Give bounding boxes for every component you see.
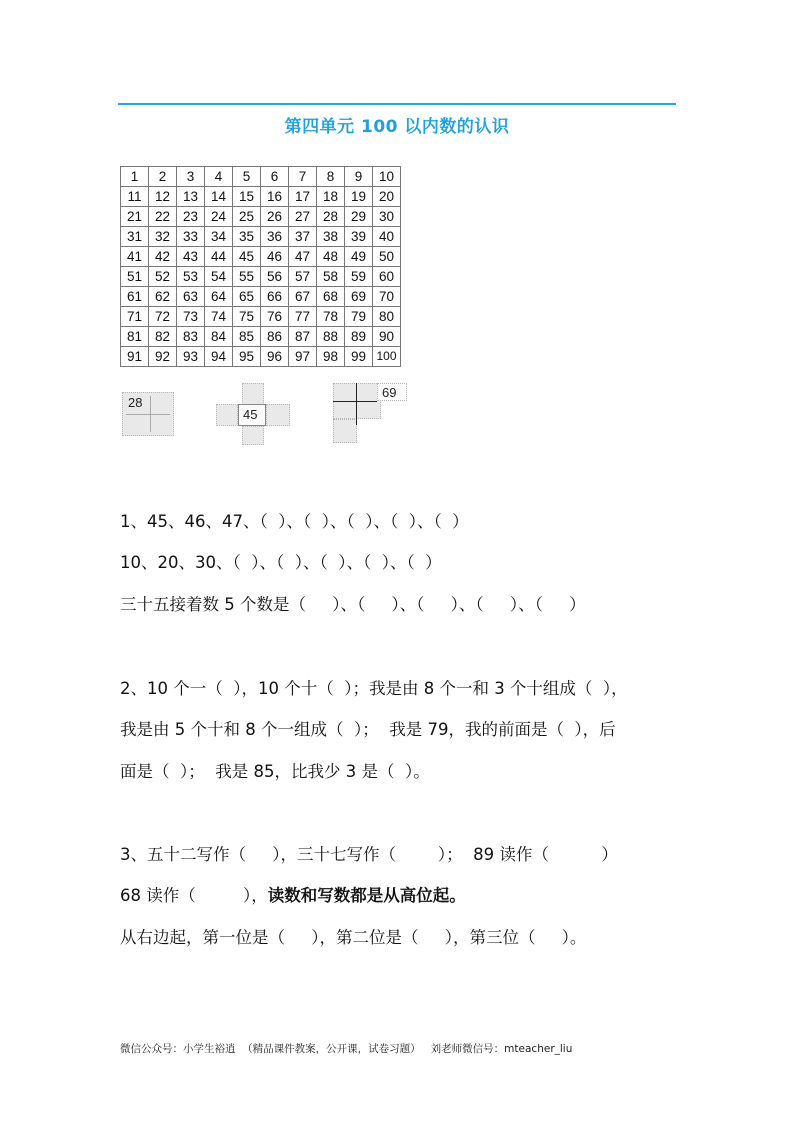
grid-cell: 57 <box>289 267 317 287</box>
grid-cell: 66 <box>261 287 289 307</box>
grid-cell: 85 <box>233 327 261 347</box>
grid-cell: 41 <box>121 247 149 267</box>
grid-cell: 31 <box>121 227 149 247</box>
grid-cell: 55 <box>233 267 261 287</box>
puzzle-figure-69 <box>333 383 409 443</box>
grid-row <box>121 207 401 227</box>
grid-cell: 87 <box>289 327 317 347</box>
grid-cell: 25 <box>233 207 261 227</box>
grid-cell: 92 <box>149 347 177 367</box>
grid-cell: 1 <box>121 167 149 187</box>
grid-row <box>121 247 401 267</box>
grid-cell: 33 <box>177 227 205 247</box>
grid-cell: 61 <box>121 287 149 307</box>
q1-line-3: 三十五接着数 5 个数是（ ）、（ ）、（ ）、（ ）、（ ） <box>120 595 586 614</box>
grid-cell: 96 <box>261 347 289 367</box>
grid-cell: 56 <box>261 267 289 287</box>
grid-cell: 82 <box>149 327 177 347</box>
grid-cell: 95 <box>233 347 261 367</box>
hundred-chart <box>120 166 401 367</box>
puzzle-figure-45 <box>216 383 292 445</box>
figure-number: 28 <box>128 395 143 410</box>
grid-cell: 28 <box>317 207 345 227</box>
page-title: 第四单元 100 以内数的认识 <box>284 117 510 137</box>
grid-cell: 63 <box>177 287 205 307</box>
grid-cell: 77 <box>289 307 317 327</box>
grid-cell: 21 <box>121 207 149 227</box>
grid-cell: 22 <box>149 207 177 227</box>
q3-bold-note: 读数和写数都是从高位起。 <box>267 886 466 905</box>
grid-cell: 5 <box>233 167 261 187</box>
grid-cell: 44 <box>205 247 233 267</box>
grid-cell: 94 <box>205 347 233 367</box>
q1-line-2: 10、20、30、（ ）、（ ）、（ ）、（ ）、（ ） <box>120 553 442 572</box>
grid-cell: 34 <box>205 227 233 247</box>
grid-cell: 45 <box>233 247 261 267</box>
grid-cell: 39 <box>345 227 373 247</box>
grid-row <box>121 287 401 307</box>
grid-cell: 10 <box>373 167 401 187</box>
grid-cell: 83 <box>177 327 205 347</box>
grid-cell: 72 <box>149 307 177 327</box>
grid-cell: 12 <box>149 187 177 207</box>
grid-cell: 58 <box>317 267 345 287</box>
q3-line-2-text: 68 读作（ ）， <box>120 886 268 905</box>
grid-cell: 16 <box>261 187 289 207</box>
grid-cell: 7 <box>289 167 317 187</box>
grid-cell: 98 <box>317 347 345 367</box>
grid-cell: 14 <box>205 187 233 207</box>
grid-cell: 76 <box>261 307 289 327</box>
grid-cell: 67 <box>289 287 317 307</box>
grid-cell: 30 <box>373 207 401 227</box>
footer-note: 微信公众号：小学生裕逍 （精品课件教案，公开课，试卷习题） 刘老师微信号：mteacher_liu <box>120 1043 573 1055</box>
grid-cell: 84 <box>205 327 233 347</box>
grid-cell: 23 <box>177 207 205 227</box>
q3-line-2 <box>120 882 466 906</box>
grid-cell: 20 <box>373 187 401 207</box>
grid-cell: 8 <box>317 167 345 187</box>
q1-line-1: 1、45、46、47、（ ）、（ ）、（ ）、（ ）、（ ） <box>120 512 469 531</box>
grid-cell: 49 <box>345 247 373 267</box>
grid-cell: 13 <box>177 187 205 207</box>
grid-cell: 9 <box>345 167 373 187</box>
grid-cell: 48 <box>317 247 345 267</box>
grid-cell: 91 <box>121 347 149 367</box>
grid-cell: 17 <box>289 187 317 207</box>
grid-cell: 60 <box>373 267 401 287</box>
grid-cell: 36 <box>261 227 289 247</box>
grid-cell: 59 <box>345 267 373 287</box>
q2-line-3: 面是（ ）； 我是 85，比我少 3 是（ ）。 <box>120 762 430 781</box>
grid-cell: 4 <box>205 167 233 187</box>
grid-cell: 64 <box>205 287 233 307</box>
grid-cell: 70 <box>373 287 401 307</box>
q3-line-3: 从右边起，第一位是（ ），第二位是（ ），第三位（ ）。 <box>120 928 587 947</box>
grid-cell: 78 <box>317 307 345 327</box>
grid-cell: 27 <box>289 207 317 227</box>
q2-line-2: 我是由 5 个十和 8 个一组成（ ）； 我是 79，我的前面是（ ），后 <box>120 720 616 739</box>
grid-cell: 24 <box>205 207 233 227</box>
grid-cell: 75 <box>233 307 261 327</box>
grid-cell: 35 <box>233 227 261 247</box>
grid-cell: 73 <box>177 307 205 327</box>
grid-cell: 18 <box>317 187 345 207</box>
grid-cell: 47 <box>289 247 317 267</box>
grid-row <box>121 327 401 347</box>
grid-cell: 3 <box>177 167 205 187</box>
grid-cell: 37 <box>289 227 317 247</box>
grid-cell: 11 <box>121 187 149 207</box>
grid-cell: 6 <box>261 167 289 187</box>
grid-cell: 50 <box>373 247 401 267</box>
grid-cell: 79 <box>345 307 373 327</box>
grid-cell: 32 <box>149 227 177 247</box>
grid-cell: 54 <box>205 267 233 287</box>
grid-row <box>121 187 401 207</box>
grid-cell: 99 <box>345 347 373 367</box>
grid-cell: 86 <box>261 327 289 347</box>
grid-cell: 69 <box>345 287 373 307</box>
header-rule <box>118 103 676 105</box>
q2-line-1: 2、10 个一（ ），10 个十（ ）；我是由 8 个一和 3 个十组成（ ）， <box>120 679 628 698</box>
figure-number: 45 <box>243 407 258 422</box>
grid-cell: 71 <box>121 307 149 327</box>
grid-cell: 52 <box>149 267 177 287</box>
grid-cell: 80 <box>373 307 401 327</box>
grid-cell: 51 <box>121 267 149 287</box>
puzzle-figure-28 <box>122 392 178 436</box>
grid-cell: 42 <box>149 247 177 267</box>
grid-cell: 2 <box>149 167 177 187</box>
grid-cell: 40 <box>373 227 401 247</box>
grid-cell: 93 <box>177 347 205 367</box>
grid-cell: 90 <box>373 327 401 347</box>
grid-cell: 15 <box>233 187 261 207</box>
grid-cell: 53 <box>177 267 205 287</box>
grid-row <box>121 347 401 367</box>
q3-line-1: 3、五十二写作（ ），三十七写作（ ）； 89 读作（ ） <box>120 845 618 864</box>
grid-cell: 29 <box>345 207 373 227</box>
grid-cell: 38 <box>317 227 345 247</box>
grid-row <box>121 227 401 247</box>
grid-cell: 46 <box>261 247 289 267</box>
grid-cell: 65 <box>233 287 261 307</box>
grid-cell: 81 <box>121 327 149 347</box>
grid-row <box>121 267 401 287</box>
grid-row <box>121 167 401 187</box>
figure-number: 69 <box>382 385 397 400</box>
grid-cell: 62 <box>149 287 177 307</box>
grid-cell: 19 <box>345 187 373 207</box>
grid-cell: 97 <box>289 347 317 367</box>
grid-cell: 88 <box>317 327 345 347</box>
grid-cell: 43 <box>177 247 205 267</box>
grid-cell: 89 <box>345 327 373 347</box>
grid-row <box>121 307 401 327</box>
grid-cell: 68 <box>317 287 345 307</box>
grid-cell: 74 <box>205 307 233 327</box>
grid-cell: 26 <box>261 207 289 227</box>
grid-cell: 100 <box>373 347 401 367</box>
